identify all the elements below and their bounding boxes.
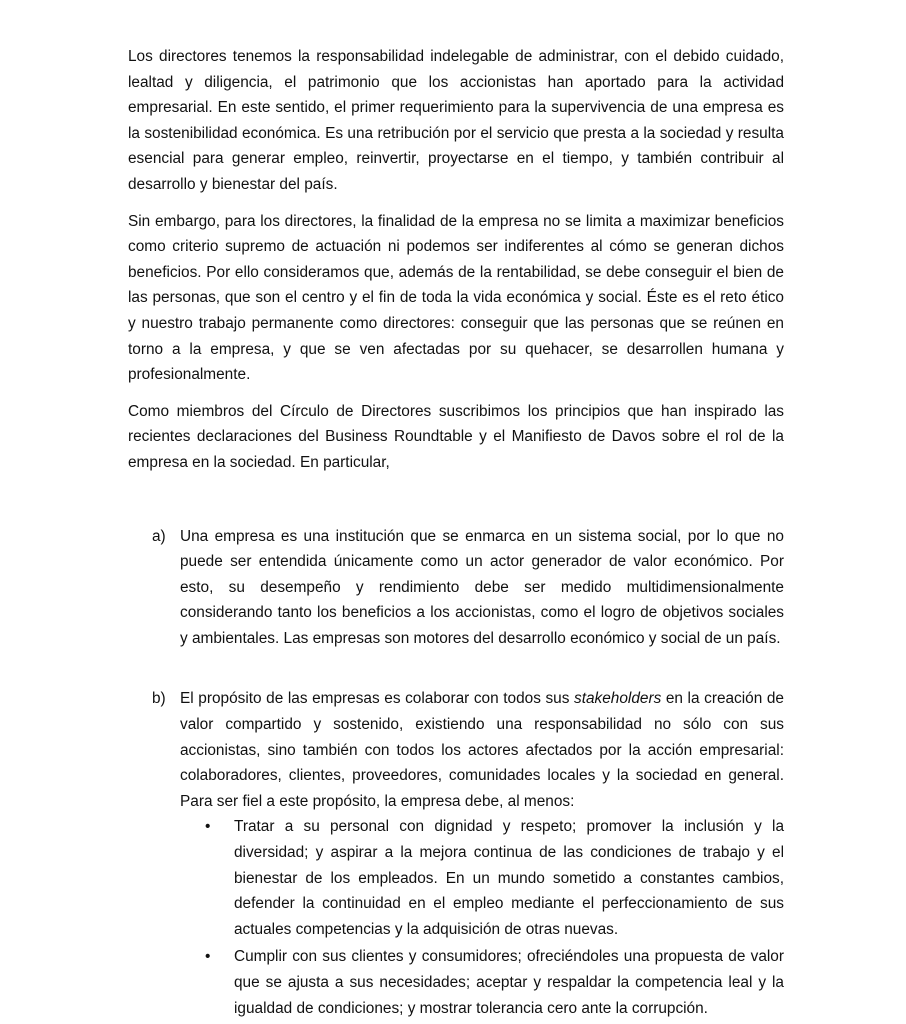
bullet-text: Cumplir con sus clientes y consumidores; ofreciéndoles una propuesta de valor que se ajusta a sus necesidades; aceptar y respaldar la competencia leal y la igualdad de condiciones; y mostrar tolerancia cero ante la corrupción.	[234, 948, 784, 1017]
list-marker-b: b)	[152, 690, 166, 708]
bullet-text: Tratar a su personal con dignidad y respeto; promover la inclusión y la diversidad; y aspirar a la mejora continua de las condiciones de trabajo y el bienestar de los empleados. En un mundo sometido a constantes cambios, defender la continuidad en el empleo mediante el perfeccionamiento de sus actuales competencias y la adquisición de otras nuevas.	[234, 818, 784, 938]
bullet-item-personal	[205, 814, 784, 942]
bullet-item-clientes	[205, 944, 784, 1021]
section-spacer	[128, 487, 784, 524]
bullet-icon: •	[205, 818, 211, 836]
list-item-b-text-start: El propósito de las empresas es colaborar con todos sus	[180, 690, 575, 708]
list-item-a	[152, 524, 784, 652]
list-item-b-text-end: en la creación de valor compartido y sostenido, existiendo una responsabilidad no sólo con sus accionistas, sino también con todos los actores afectados por la acción empresarial: colaboradores, clientes, proveedores, comunidades locales y la sociedad en general. Para ser fiel a este propósito, la empresa debe, al menos:	[180, 690, 784, 810]
paragraph-principios: Como miembros del Círculo de Directores suscribimos los principios que han inspirado las recientes declaraciones del Business Roundtable y el Manifiesto de Davos sobre el rol de la empresa en la sociedad. En particular,	[128, 402, 784, 471]
bullet-icon: •	[205, 948, 211, 966]
paragraph-responsabilidad: Los directores tenemos la responsabilidad indelegable de administrar, con el debido cuidado, lealtad y diligencia, el patrimonio que los accionistas han aportado para la actividad empresarial. En este sentido, el primer requerimiento para la supervivencia de una empresa es la sostenibilidad económica. Es una retribución por el servicio que presta a la sociedad y resulta esencial para generar empleo, reinvertir, proyectarse en el tiempo, y también contribuir al desarrollo y bienestar del país.	[128, 48, 784, 193]
list-item-a-text: Una empresa es una institución que se enmarca en un sistema social, por lo que no puede ser entendida únicamente como un actor generador de valor económico. Por esto, su desempeño y rendimiento debe ser medido multidimensionalmente considerando tanto los beneficios a los accionistas, como el logro de objetivos sociales y ambientales. Las empresas son motores del desarrollo económico y social de un país.	[180, 527, 784, 647]
document-page	[128, 44, 784, 1023]
bullet-list	[180, 814, 784, 1021]
list-item-b	[152, 686, 784, 1021]
paragraph-finalidad: Sin embargo, para los directores, la finalidad de la empresa no se limita a maximizar beneficios como criterio supremo de actuación ni podemos ser indiferentes al cómo se generan dichos beneficios. Por ello consideramos que, además de la rentabilidad, se debe conseguir el bien de las personas, que son el centro y el fin de toda la vida económica y social. Éste es el reto ético y nuestro trabajo permanente como directores: conseguir que las personas que se reúnen en torno a la empresa, y que se ven afectadas por su quehacer, se desarrollen humana y profesionalmente.	[128, 212, 784, 384]
stakeholders-term: stakeholders	[574, 690, 662, 708]
list-item-b-text	[180, 690, 784, 809]
list-marker-a: a)	[152, 527, 166, 545]
